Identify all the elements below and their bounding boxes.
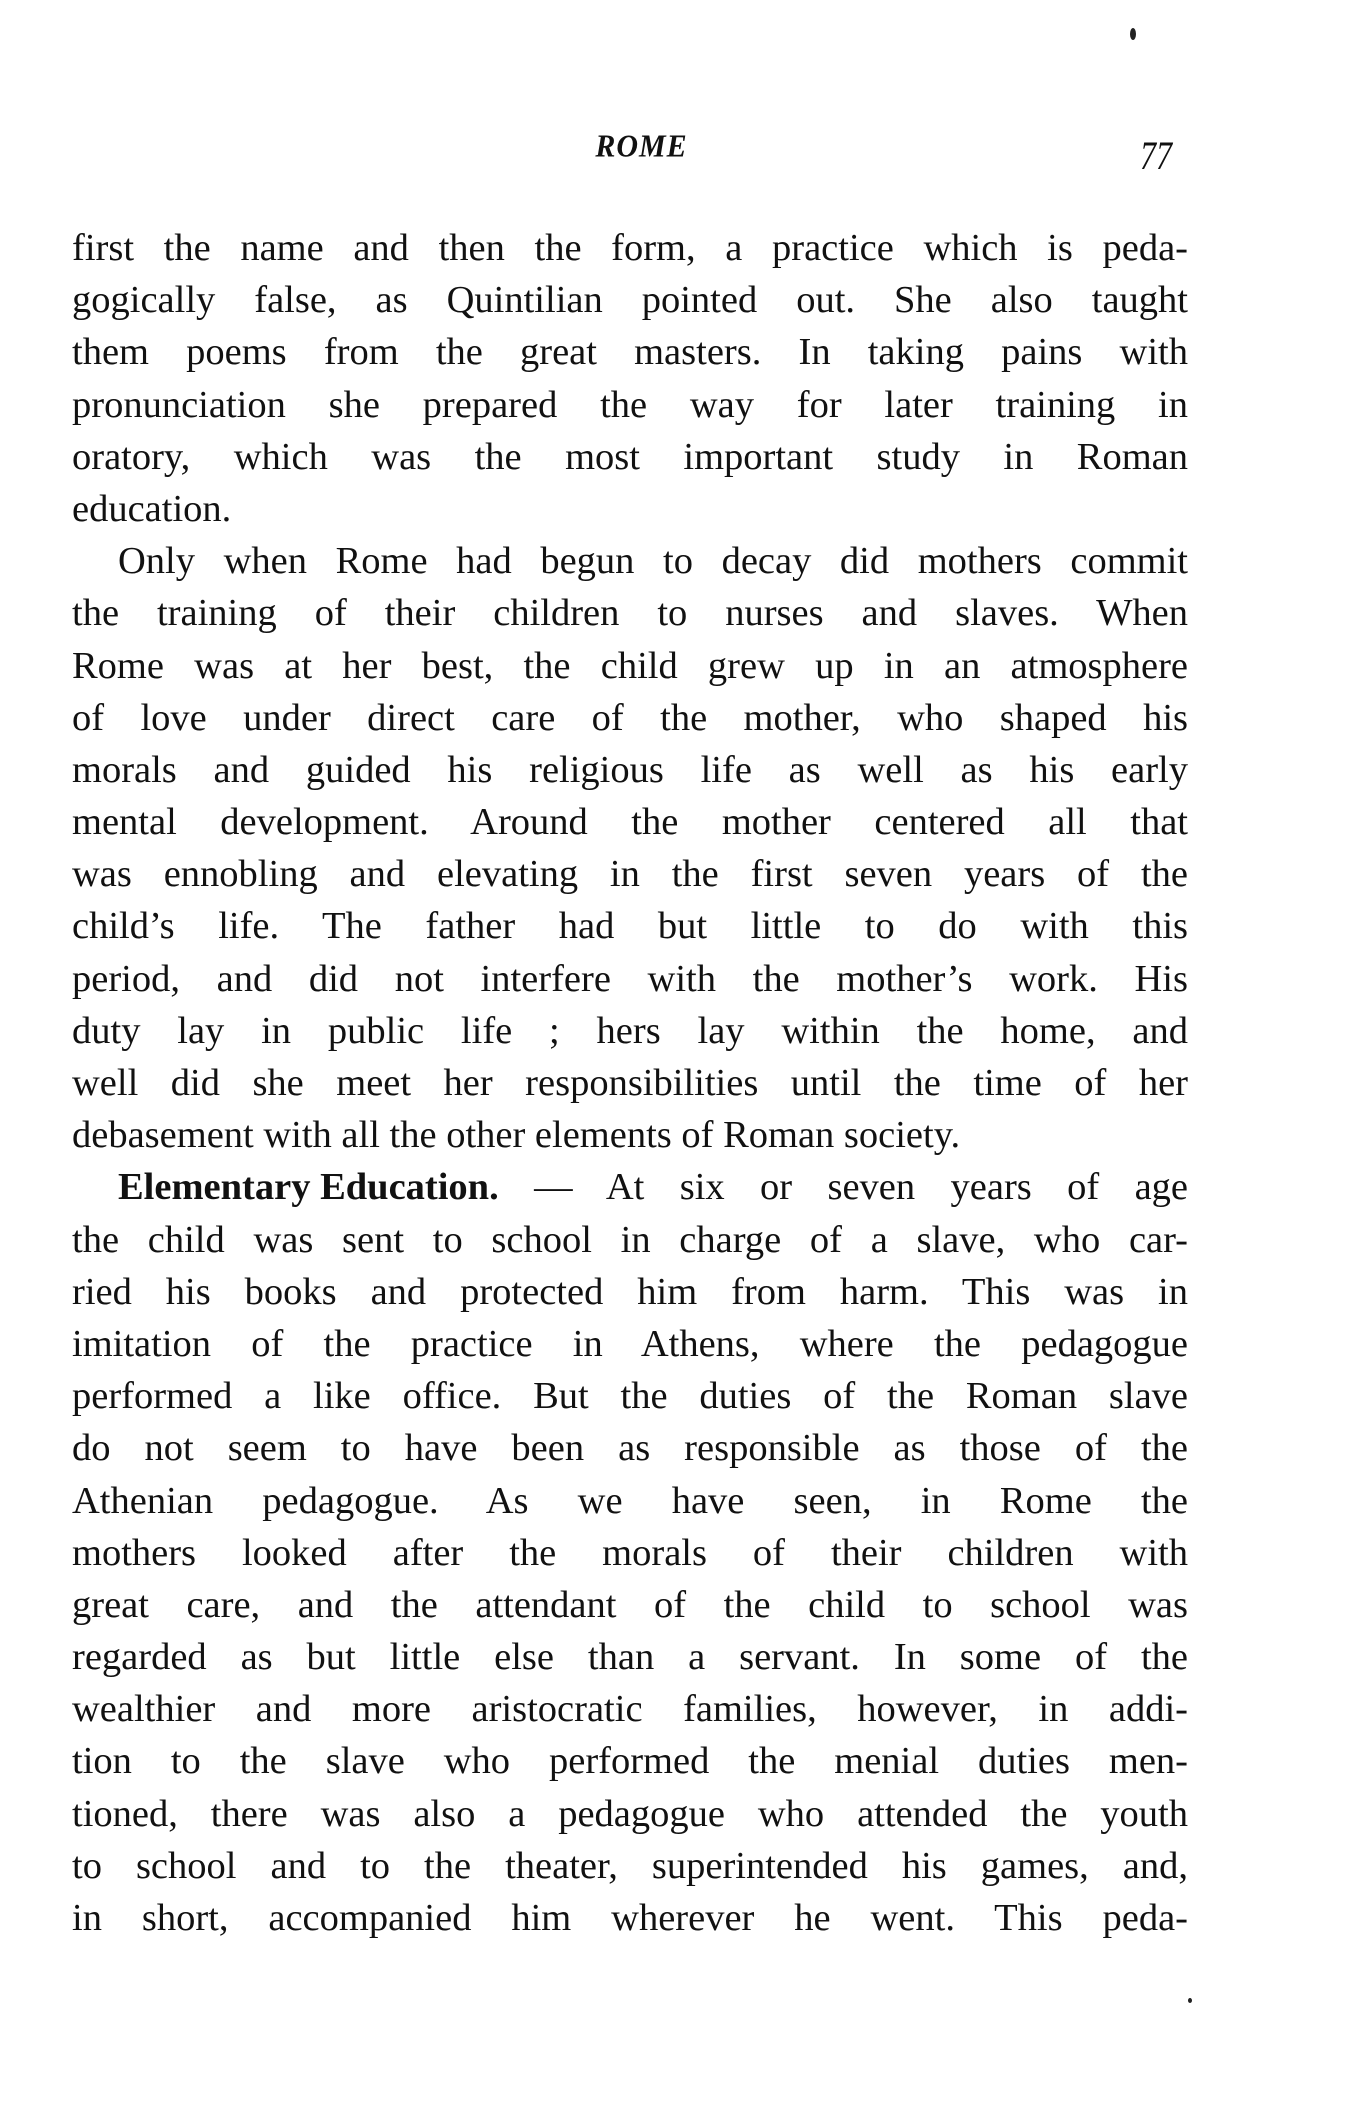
- text-line: ried his books and protected him from harm. This was in: [72, 1270, 1188, 1313]
- text-line-with-heading: [72, 1164, 1188, 1216]
- section-heading: Elementary Education.: [118, 1166, 499, 1209]
- text-line: regarded as but little else than a servant. In some of the: [72, 1636, 1188, 1679]
- text-line: gogically false, as Quintilian pointed out. She also taught: [72, 279, 1188, 322]
- text-line: great care, and the attendant of the child to school was: [72, 1583, 1188, 1626]
- scan-speck: [1188, 1998, 1192, 2003]
- text-line: Athenian pedagogue. As we have seen, in Rome the: [72, 1479, 1188, 1522]
- text-line: in short, accompanied him wherever he went. This peda-: [72, 1897, 1188, 1939]
- paragraph-1: [72, 225, 1188, 538]
- body-text: [72, 225, 1188, 1947]
- text-line: wealthier and more aristocratic families, however, in addi-: [72, 1688, 1188, 1731]
- text-line: child’s life. The father had but little to do with this: [72, 905, 1188, 948]
- text-line: performed a like office. But the duties of the Roman slave: [72, 1375, 1188, 1418]
- text-line: period, and did not interfere with the mother’s work. His: [72, 957, 1188, 1000]
- text-line: oratory, which was the most important study in Roman: [72, 435, 1188, 478]
- running-header-title: ROME: [595, 129, 688, 164]
- text-line: debasement with all the other elements of Roman society.: [72, 1114, 961, 1157]
- text-line: tioned, there was also a pedagogue who attended the youth: [72, 1792, 1188, 1835]
- text-line: pronunciation she prepared the way for later training in: [72, 383, 1188, 426]
- text-line: first the name and then the form, a practice which is peda-: [72, 227, 1188, 269]
- text-line: tion to the slave who performed the menial duties men-: [72, 1740, 1188, 1783]
- text-line: to school and to the theater, superintended his games, and,: [72, 1844, 1188, 1887]
- text-line: mothers looked after the morals of their children with: [72, 1531, 1188, 1574]
- text-line: do not seem to have been as responsible as those of the: [72, 1427, 1188, 1470]
- paragraph-3: [72, 1164, 1188, 1947]
- text-line: well did she meet her responsibilities until the time of her: [72, 1062, 1188, 1104]
- text-line: them poems from the great masters. In taking pains with: [72, 331, 1188, 374]
- paragraph-2: [72, 538, 1188, 1164]
- text-line: duty lay in public life ; hers lay within the home, and: [72, 1009, 1188, 1052]
- text-line: Only when Rome had begun to decay did mothers commit: [118, 540, 1188, 583]
- page-number: 77: [1140, 133, 1172, 178]
- text-line: Rome was at her best, the child grew up in an atmosphere: [72, 644, 1188, 687]
- text-line: the child was sent to school in charge of a slave, who car-: [72, 1218, 1188, 1261]
- text-line: was ennobling and elevating in the first seven years of the: [72, 853, 1188, 896]
- text-line-rest: — At six or seven years of age: [498, 1166, 1188, 1209]
- text-line: the training of their children to nurses and slaves. When: [72, 592, 1188, 635]
- text-line: imitation of the practice in Athens, where the pedagogue: [72, 1322, 1188, 1365]
- scan-speck: [1130, 28, 1136, 40]
- text-line: education.: [72, 487, 232, 530]
- text-line: morals and guided his religious life as well as his early: [72, 748, 1188, 791]
- text-line: of love under direct care of the mother, who shaped his: [72, 696, 1188, 739]
- text-line: mental development. Around the mother centered all that: [72, 801, 1188, 844]
